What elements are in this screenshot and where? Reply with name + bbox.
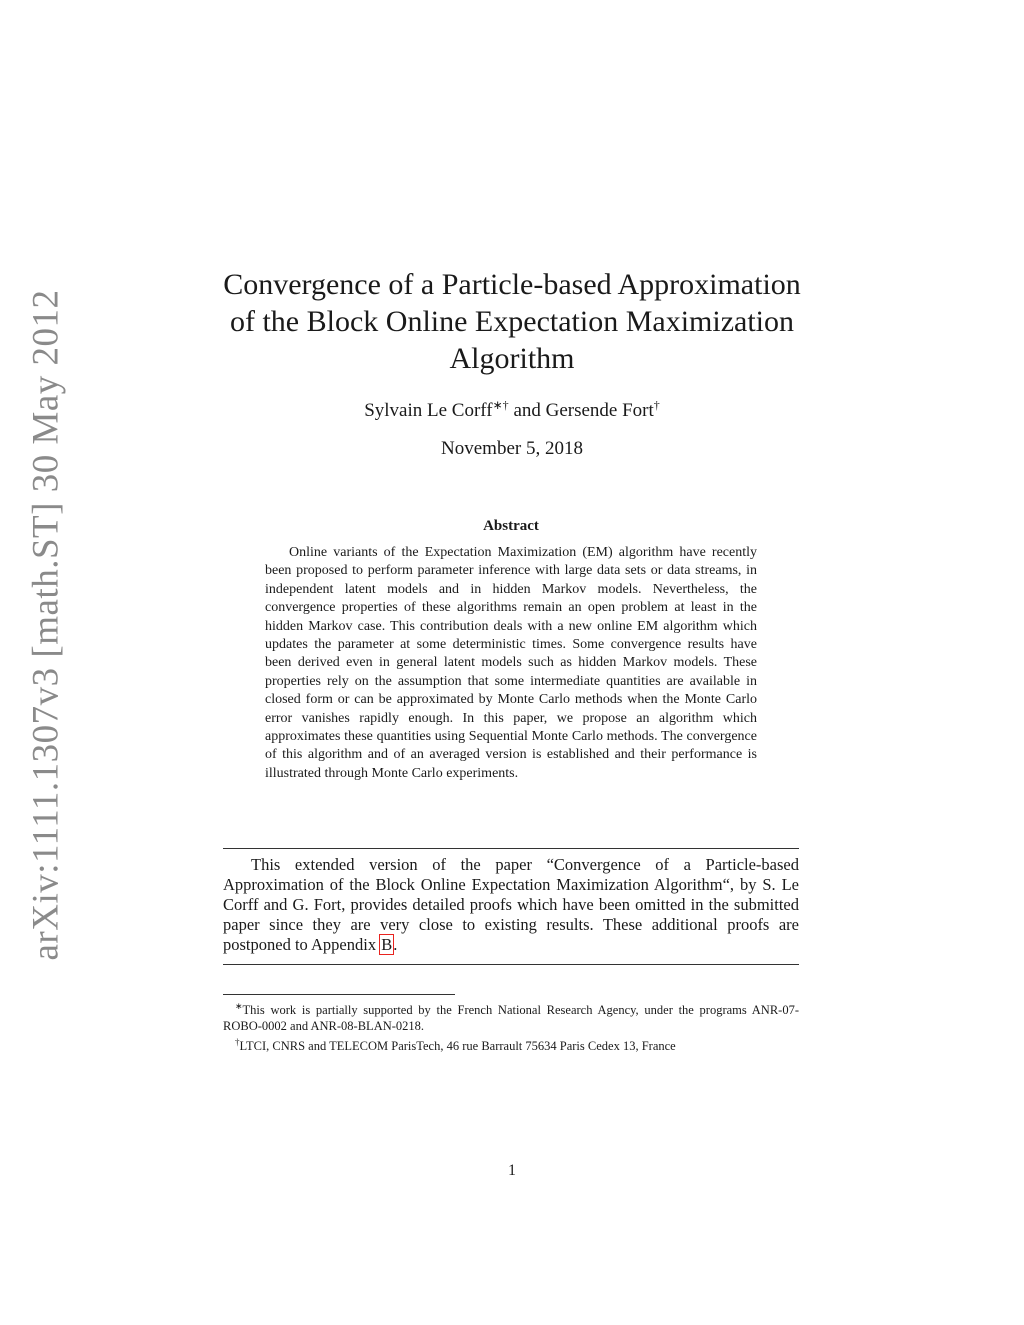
abstract-section [265, 518, 757, 783]
arxiv-identifier-text: arXiv:1111.1307v3 [math.ST] 30 May 2012 [25, 289, 67, 961]
footnote-item [223, 1034, 799, 1054]
author-conjunction: and [508, 400, 546, 421]
author-line [200, 398, 824, 422]
author-name: Sylvain Le Corff [364, 400, 493, 421]
footnote-text: This work is partially supported by the French National Research Agency, under the programs ANR-07-ROBO-0002 and ANR-08-BLAN-0218. [223, 1003, 799, 1034]
title-line: Algorithm [449, 342, 575, 375]
abstract-body: Online variants of the Expectation Maximization (EM) algorithm have recently been proposed to perform parameter inference with large data sets or data streams, in independent latent models and in hidden Markov models. Nevertheless, the convergence properties of these algorithms remain an open problem at least in the hidden Markov case. This contribution deals with a new online EM algorithm which updates the parameter at some deterministic times. Some convergence results have been derived even in general latent models such as hidden Markov models. These properties rely on the assumption that some intermediate quantities are available in closed form or can be approximated by Monte Carlo methods when the Monte Carlo error vanishes rapidly enough. In this paper, we propose an algorithm which approximates these quantities using Sequential Monte Carlo methods. The convergence of this algorithm and of an averaged version is established and their performance is illustrated through Monte Carlo experiments. [265, 545, 757, 781]
note-text: This extended version of the paper “Convergence of a Particle-based Approximation of the Block Online Expectation Maximization Algorithm“, by S. Le Corff and G. Fort, provides detailed proofs which have been omitted in the submitted paper since they are very close to existing results. These additional proofs are postponed to Appendix [223, 855, 799, 954]
extended-version-note [223, 855, 799, 955]
paper-title [200, 266, 824, 377]
title-line: Convergence of a Particle-based Approximation [223, 268, 801, 301]
footnote-mark: ∗ [235, 1001, 243, 1011]
top-divider [223, 848, 799, 849]
paper-date: November 5, 2018 [441, 438, 583, 459]
author-affiliation-mark[interactable]: † [653, 398, 660, 412]
footnote-mark: † [235, 1037, 240, 1048]
footnote-text: LTCI, CNRS and TELECOM ParisTech, 46 rue Barrault 75634 Paris Cedex 13, France [239, 1039, 676, 1054]
author-affiliation-mark[interactable]: ∗† [492, 398, 509, 412]
page-number: 1 [508, 1162, 516, 1179]
author-name: Gersende Fort [545, 400, 654, 421]
title-line: of the Block Online Expectation Maximization [229, 305, 795, 338]
footnote-rule [223, 994, 455, 995]
appendix-link[interactable]: B [381, 935, 393, 954]
footnote-item [223, 998, 799, 1034]
note-end: . [393, 935, 398, 954]
footnotes [223, 998, 799, 1054]
bottom-divider [223, 964, 799, 965]
abstract-heading: Abstract [483, 518, 539, 534]
